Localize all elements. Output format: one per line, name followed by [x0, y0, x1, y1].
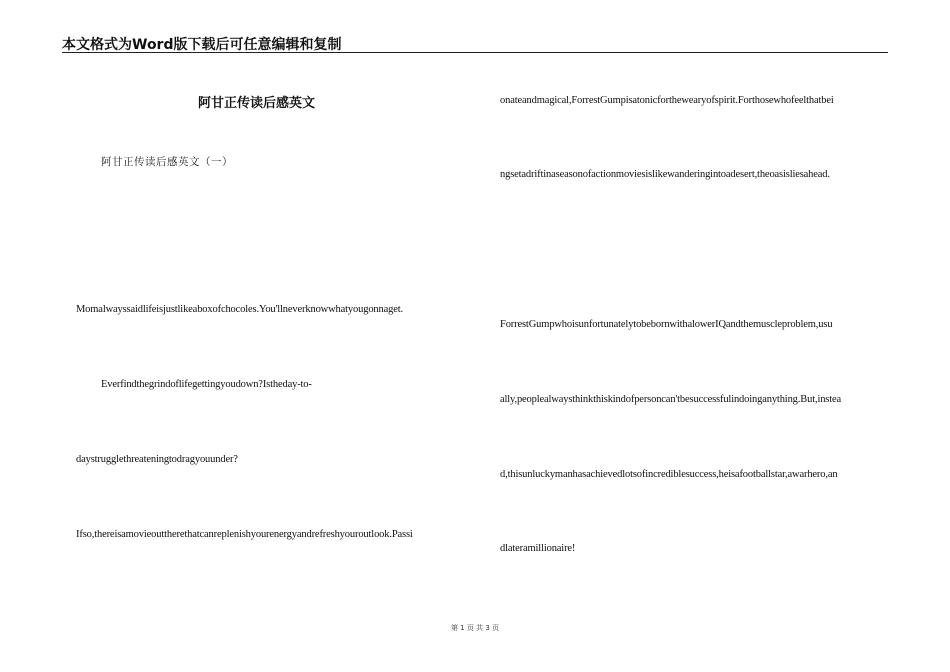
right-paragraph-line: d,thisunluckymanhasachievedlotsofincrediblesuccess,heisafootballstar,awarhero,an [500, 469, 838, 480]
header-banner-text: 本文格式为Word版下载后可任意编辑和复制 [62, 37, 342, 53]
page-number: 第 1 页 共 3 页 [450, 624, 500, 632]
left-paragraph-line: daystrugglethreateningtodragyouunder? [76, 454, 238, 465]
document-header [62, 30, 888, 53]
left-paragraph-line: Everfindthegrindoflifegettingyoudown?Istheday-to- [101, 379, 312, 390]
document-subtitle: 阿甘正传读后感英文（一） [101, 156, 233, 168]
right-paragraph-line: onateandmagical,ForrestGumpisatonicforthewearyofspirit.Forthosewhofeelthatbei [500, 95, 834, 106]
left-paragraph-line: Momalwayssaidlifeisjustlikeaboxofchocoles.You'llneverknowwhatyougonnaget. [76, 304, 403, 315]
document-title: 阿甘正传读后感英文 [198, 96, 316, 111]
left-paragraph-line: Ifso,thereisamovieouttherethatcanreplenishyourenergyandrefreshyouroutlook.Passi [76, 529, 413, 540]
right-paragraph-line: ForrestGumpwhoisunfortunatelytobebornwithalowerIQandthemuscleproblem,usu [500, 319, 833, 330]
right-paragraph-line: ally,peoplealwaysthinkthiskindofpersoncan'tbesuccessfulindoinganything.But,instea [500, 394, 842, 405]
right-paragraph-line: dlateramillionaire! [500, 543, 576, 554]
right-paragraph-line: ngsetadriftinaseasonofactionmoviesislikewanderingintoadesert,theoasisliesahead. [500, 169, 830, 180]
